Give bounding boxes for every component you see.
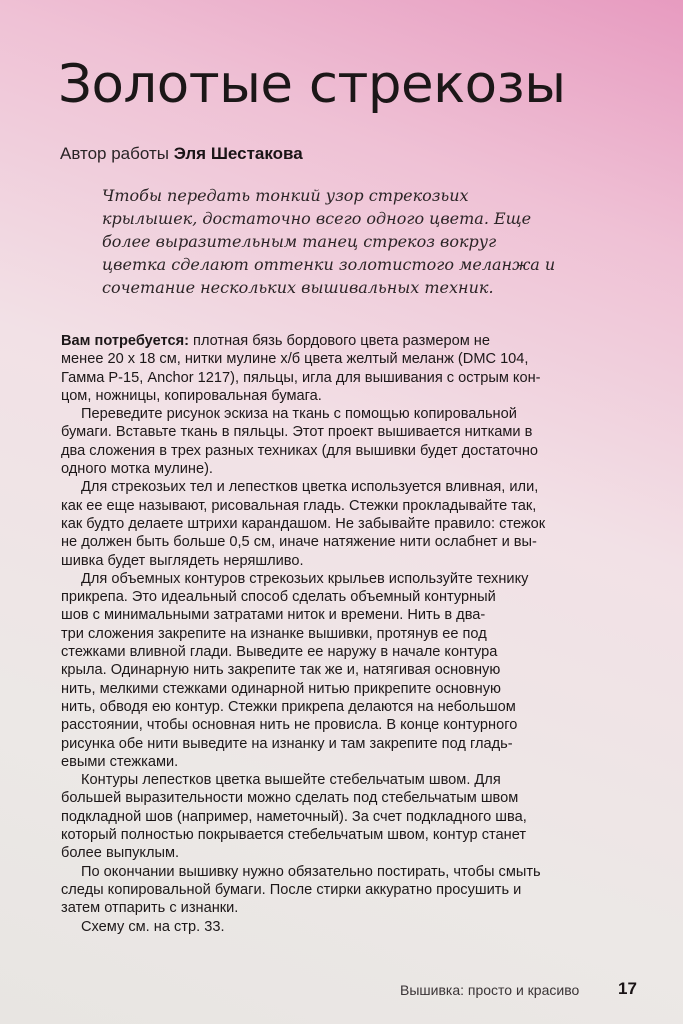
body-line	[61, 863, 641, 881]
body-line	[61, 826, 641, 844]
body-line	[61, 698, 641, 716]
body-line	[61, 771, 641, 789]
body-line	[61, 899, 641, 917]
body-line-text: рисунка обе нити выведите на изнанку и там закрепите под гладь-	[61, 735, 513, 752]
body-line-text: не должен быть больше 0,5 см, иначе натяжение нити ослабнет и вы-	[61, 534, 537, 551]
intro-line: сочетание нескольких вышивальных техник.	[102, 278, 494, 297]
body-line	[61, 918, 641, 936]
body-line	[61, 369, 641, 387]
body-line-text: как ее еще называют, рисовальная гладь. Стежки прокладывайте так,	[61, 497, 537, 514]
body-line-text: как будто делаете штрихи карандашом. Не забывайте правило: стежок	[61, 515, 546, 532]
body-line	[61, 387, 641, 405]
page-number: 17	[618, 979, 637, 998]
body-line-text: прикрепа. Это идеальный способ сделать объемный контурный	[61, 589, 496, 606]
author-name: Эля Шестакова	[173, 144, 303, 163]
body-line-text: два сложения в трех разных техниках (для вышивки будет достаточно	[61, 442, 539, 459]
body-line	[61, 332, 641, 350]
body-line-text: большей выразительности можно сделать под стебельчатым швом	[61, 790, 519, 807]
intro-line: цветка сделают оттенки золотистого меланжа и	[102, 255, 556, 274]
body-line-text: который полностью покрывается стебельчатым швом, контур станет	[61, 827, 527, 844]
body-line-text: расстоянии, чтобы основная нить не провисла. В конце контурного	[61, 717, 518, 734]
body-line	[61, 789, 641, 807]
body-line	[61, 735, 641, 753]
body-line-text: Гамма Р-15, Anchor 1217), пяльцы, игла для вышивания с острым кон-	[61, 369, 541, 386]
body-line	[61, 606, 641, 624]
body-line-text: затем отпарить с изнанки.	[61, 900, 239, 917]
body-line-text: Переведите рисунок эскиза на ткань с помощью копировальной	[81, 406, 517, 423]
body-line-text: шивка будет выглядеть неряшливо.	[61, 552, 304, 569]
body-line-text: По окончании вышивку нужно обязательно постирать, чтобы смыть	[81, 863, 541, 880]
body-line-text: подкладной шов (например, наметочный). За счет подкладного шва,	[61, 808, 527, 825]
body-line-text: бумаги. Вставьте ткань в пяльцы. Этот проект вышивается нитками в	[61, 424, 533, 441]
body-line-text: крыла. Одинарную нить закрепите так же и, натягивая основную	[61, 662, 501, 679]
body-line	[61, 661, 641, 679]
body-line-text: менее 20 х 18 см, нитки мулине х/б цвета желтый меланж (DMC 104,	[61, 351, 529, 368]
body-line-text: нить, мелкими стежками одинарной нитью прикрепите основную	[61, 680, 501, 697]
body-line-text: плотная бязь бордового цвета размером не	[188, 333, 490, 349]
body-line-text: цом, ножницы, копировальная бумага.	[61, 387, 322, 404]
body-line	[61, 716, 641, 734]
body-line-text: стежками вливной глади. Выведите ее наружу в начале контура	[61, 644, 498, 661]
body-line	[61, 844, 641, 862]
body-line	[61, 881, 641, 899]
body-line-text: более выпуклым.	[61, 845, 180, 862]
intro-line: более выразительным танец стрекоз вокруг	[102, 232, 497, 251]
body-line-text: Контуры лепестков цветка вышейте стебельчатым швом. Для	[81, 772, 501, 789]
body-line	[61, 423, 641, 441]
body-line-text: евыми стежками.	[61, 753, 179, 770]
body-line	[61, 570, 641, 588]
body-line	[61, 625, 641, 643]
body-line	[61, 405, 641, 423]
intro-paragraph	[102, 184, 647, 299]
materials-label: Вам потребуется:	[61, 333, 189, 349]
body-line	[61, 497, 641, 515]
body-line-text: шов с минимальными затратами ниток и времени. Нить в два-	[61, 607, 486, 624]
body-line	[61, 552, 641, 570]
article-title: Золотые стрекозы	[58, 54, 566, 115]
body-line	[61, 808, 641, 826]
article-body	[61, 332, 641, 936]
body-line	[61, 478, 641, 496]
body-line-text: Для стрекозьих тел и лепестков цветка используется вливная, или,	[81, 479, 539, 496]
body-line-text: следы копировальной бумаги. После стирки аккуратно просушить и	[61, 881, 522, 898]
body-line-text: Для объемных контуров стрекозьих крыльев используйте технику	[81, 570, 529, 587]
body-line-text: нить, обводя ею контур. Стежки прикрепа делаются на небольшом	[61, 698, 516, 715]
author-line	[60, 144, 303, 164]
intro-line: крылышек, достаточно всего одного цвета. Еще	[102, 209, 532, 228]
body-line	[61, 442, 641, 460]
body-line	[61, 643, 641, 661]
body-line-text: одного мотка мулине).	[61, 461, 213, 478]
body-line	[61, 588, 641, 606]
magazine-name: Вышивка: просто и красиво	[400, 982, 580, 998]
body-line	[61, 533, 641, 551]
body-line	[61, 460, 641, 478]
intro-line: Чтобы передать тонкий узор стрекозьих	[102, 186, 469, 205]
body-line	[61, 515, 641, 533]
author-prefix: Автор работы	[60, 144, 169, 163]
body-line	[61, 350, 641, 368]
body-line-text: Схему см. на стр. 33.	[81, 918, 225, 935]
body-line-text: три сложения закрепите на изнанке вышивки, протянув ее под	[61, 625, 487, 642]
body-line	[61, 680, 641, 698]
body-line	[61, 753, 641, 771]
